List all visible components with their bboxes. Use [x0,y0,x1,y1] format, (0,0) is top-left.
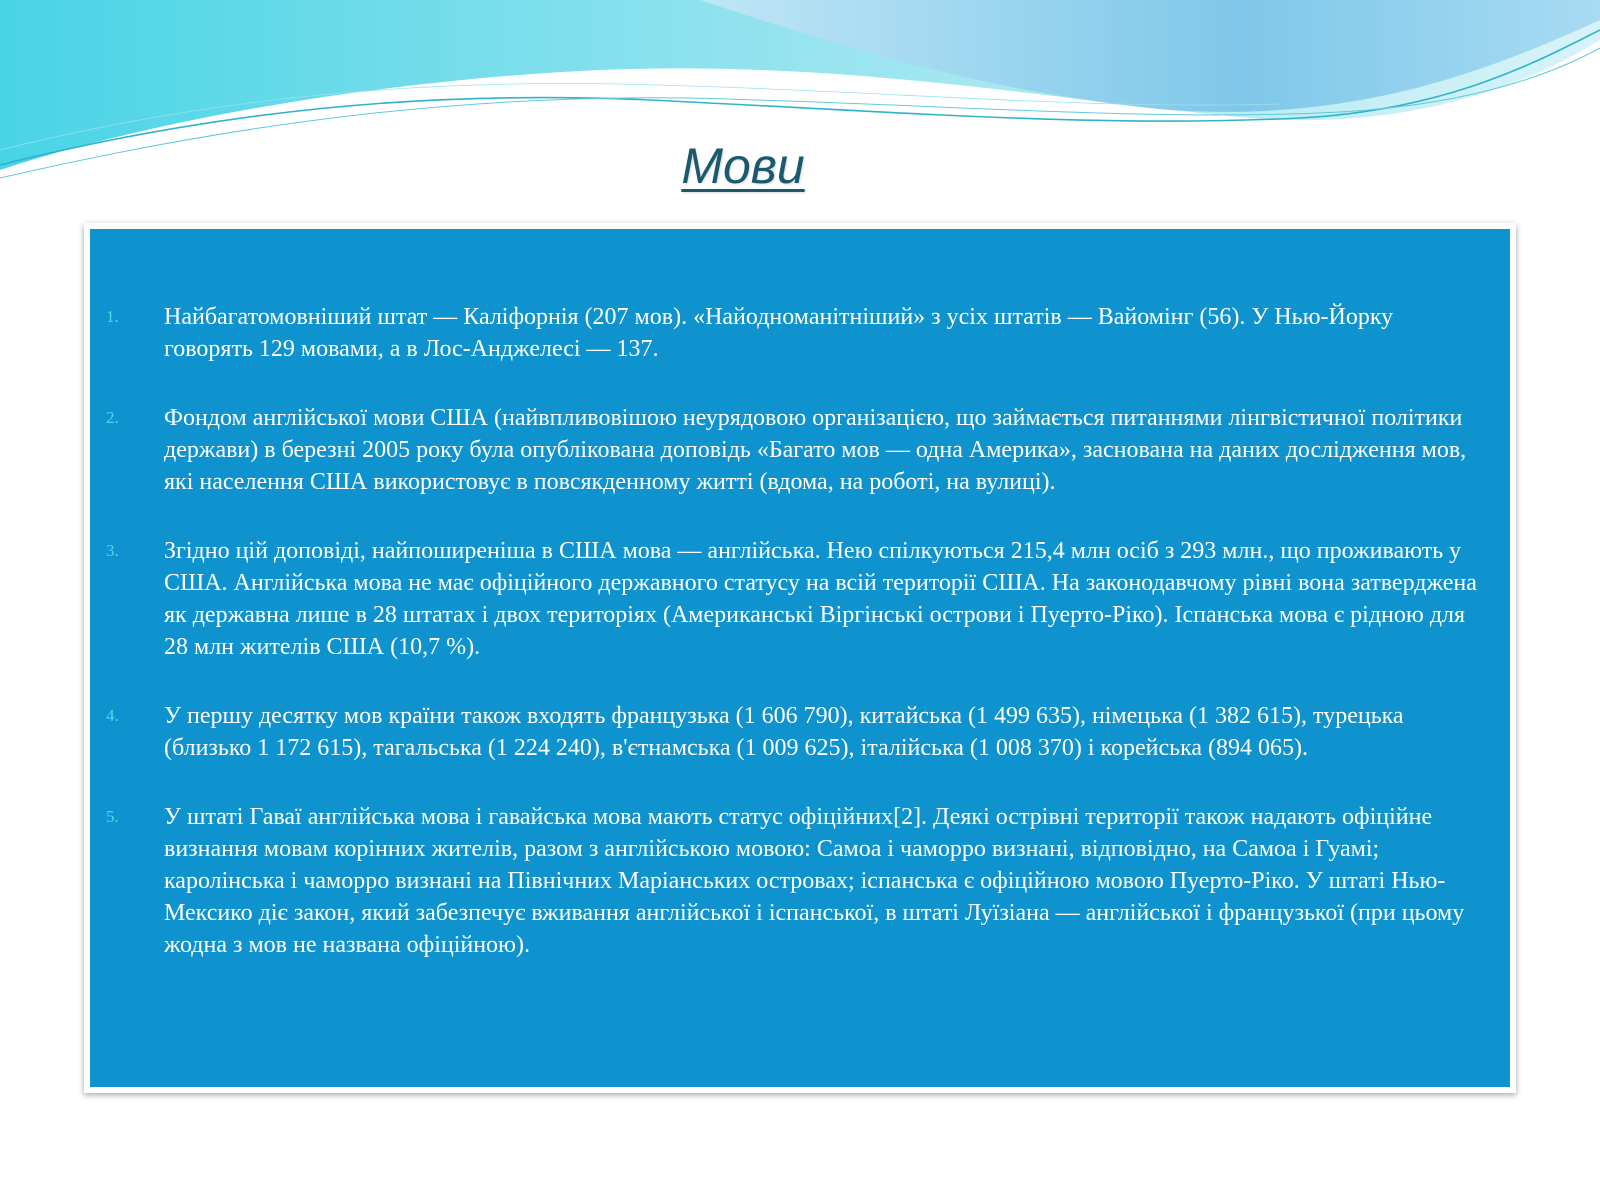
content-frame [84,223,1516,1093]
list-item-number: 3. [106,541,119,560]
list-item [90,535,1486,663]
list-item [90,402,1486,498]
list-item-text: Згідно цій доповіді, найпоширеніша в США мова — англійська. Нею спілкуються 215,4 млн осіб з 293 млн., що проживають у США. Англійська мова не має офіційного державного статусу на всій території США. На законодавчому рівні вона затверджена як державна лише в 28 штатах і двох територіях (Американські Віргінські острови і Пуерто-Ріко). Іспанська мова є рідною для 28 млн жителів США (10,7 %). [164,538,1477,660]
list-item-number: 2. [106,408,119,427]
list-item [90,801,1486,961]
slide-title: Мови [681,138,805,194]
list-item [90,700,1486,764]
list-item-number: 4. [106,706,119,725]
numbered-list [90,301,1486,961]
content-panel [90,229,1510,1087]
list-item-text: Фондом англійської мови США (найвпливовішою неурядовою організацією, що займається питаннями лінгвістичної політики держави) в березні 2005 року була опублікована доповідь «Багато мов — одна Америка», заснована на даних дослідження мов, які населення США використовує в повсякденному житті (вдома, на роботі, на вулиці). [164,405,1467,495]
list-item-text: Найбагатомовніший штат — Каліфорнія (207 мов). «Найодноманітніший» з усіх штатів — Вайомінг (56). У Нью-Йорку говорять 129 мовами, а в Лос-Анджелесі — 137. [164,304,1394,362]
list-item-number: 5. [106,807,119,826]
list-item-number: 1. [106,307,119,326]
list-item [90,301,1486,365]
list-item-text: У першу десятку мов країни також входять французька (1 606 790), китайська (1 499 635), німецька (1 382 615), турецька (близько 1 172 615), тагальська (1 224 240), в'єтнамська (1 009 625), італійська (1 008 370) і корейська (894 065). [164,703,1404,761]
list-item-text: У штаті Гаваї англійська мова і гавайська мова мають статус офіційних[2]. Деякі острівні території також надають офіційне визнання мовам корінних жителів, разом з англійською мовою: Самоа і чаморро визнані, відповідно, на Самоа і Гуамі; каролінська і чаморро визнані на Північних Маріанських островах; іспанська є офіційною мовою Пуерто-Ріко. У штаті Нью-Мексико діє закон, який забезпечує вживання англійської і іспанської, в штаті Луїзіана — англійської і французької (при цьому жодна з мов не названа офіційною). [164,804,1465,958]
